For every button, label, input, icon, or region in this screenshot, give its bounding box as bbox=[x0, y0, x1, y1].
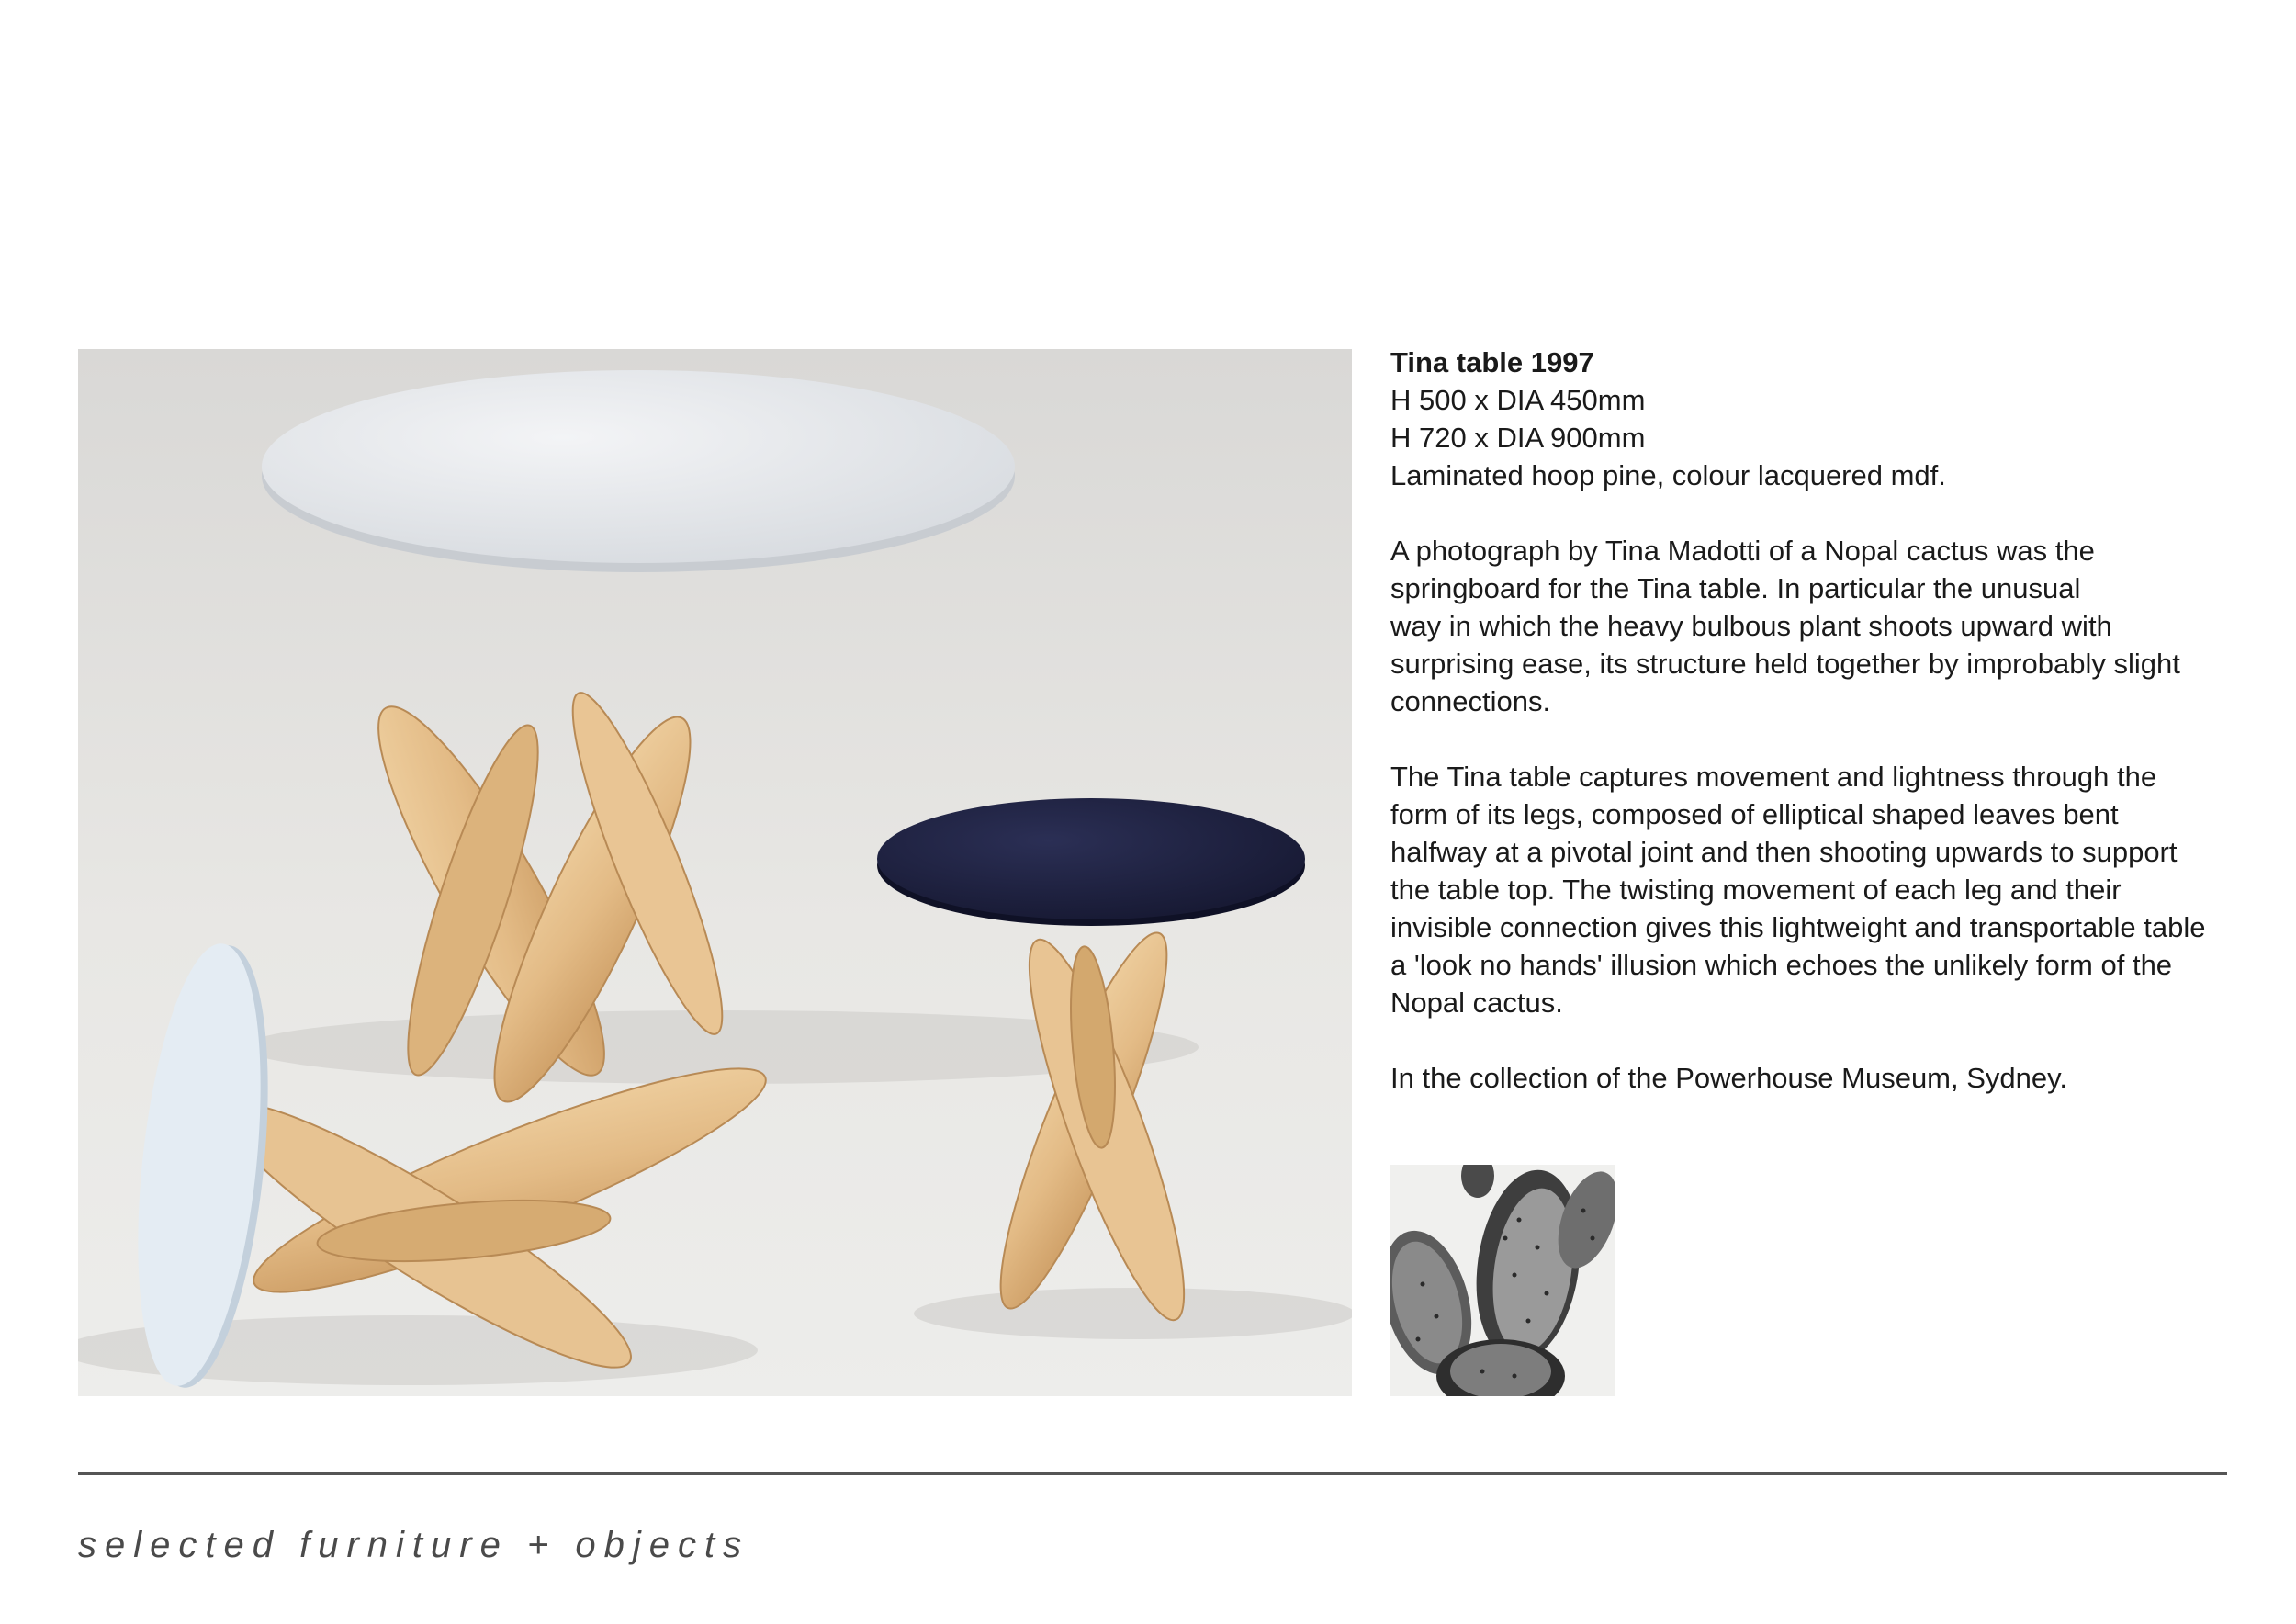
description-line: invisible connection gives this lightweight and transportable table bbox=[1390, 911, 2206, 943]
description-line: surprising ease, its structure held together by improbably slight bbox=[1390, 648, 2180, 680]
tina-tables-illustration bbox=[78, 349, 1352, 1396]
spec-large: H 720 x DIA 900mm bbox=[1390, 422, 1646, 454]
cactus-photo bbox=[1390, 1165, 1615, 1396]
description-line: the table top. The twisting movement of each leg and their bbox=[1390, 874, 2122, 906]
description-line: a 'look no hands' illusion which echoes the unlikely form of the bbox=[1390, 949, 2173, 981]
description-paragraph-1 bbox=[1390, 532, 2272, 720]
product-title: Tina table 1997 bbox=[1390, 346, 1594, 378]
product-photo bbox=[78, 349, 1352, 1396]
footer-divider bbox=[78, 1472, 2227, 1475]
description-line: springboard for the Tina table. In particular the unusual bbox=[1390, 572, 2081, 604]
large-table-top bbox=[262, 370, 1015, 563]
cactus-illustration bbox=[1390, 1165, 1615, 1396]
description-line: The Tina table captures movement and lightness through the bbox=[1390, 761, 2157, 793]
description-line: form of its legs, composed of elliptical shaped leaves bent bbox=[1390, 798, 2119, 830]
description-line: Nopal cactus. bbox=[1390, 987, 1563, 1019]
description-line: A photograph by Tina Madotti of a Nopal cactus was the bbox=[1390, 535, 2095, 567]
product-info bbox=[1390, 344, 2272, 1097]
collection-note: In the collection of the Powerhouse Museum, Sydney. bbox=[1390, 1062, 2067, 1094]
small-table-top bbox=[877, 798, 1305, 919]
spec-small: H 500 x DIA 450mm bbox=[1390, 384, 1646, 416]
description-line: way in which the heavy bulbous plant shoots upward with bbox=[1390, 610, 2112, 642]
description-line: connections. bbox=[1390, 685, 1551, 717]
materials: Laminated hoop pine, colour lacquered mdf. bbox=[1390, 459, 1946, 491]
footer-label: selected furniture + objects bbox=[78, 1525, 750, 1565]
description-paragraph-2 bbox=[1390, 758, 2272, 1021]
description-paragraph-3 bbox=[1390, 1059, 2272, 1097]
description-line: halfway at a pivotal joint and then shooting upwards to support bbox=[1390, 836, 2178, 868]
